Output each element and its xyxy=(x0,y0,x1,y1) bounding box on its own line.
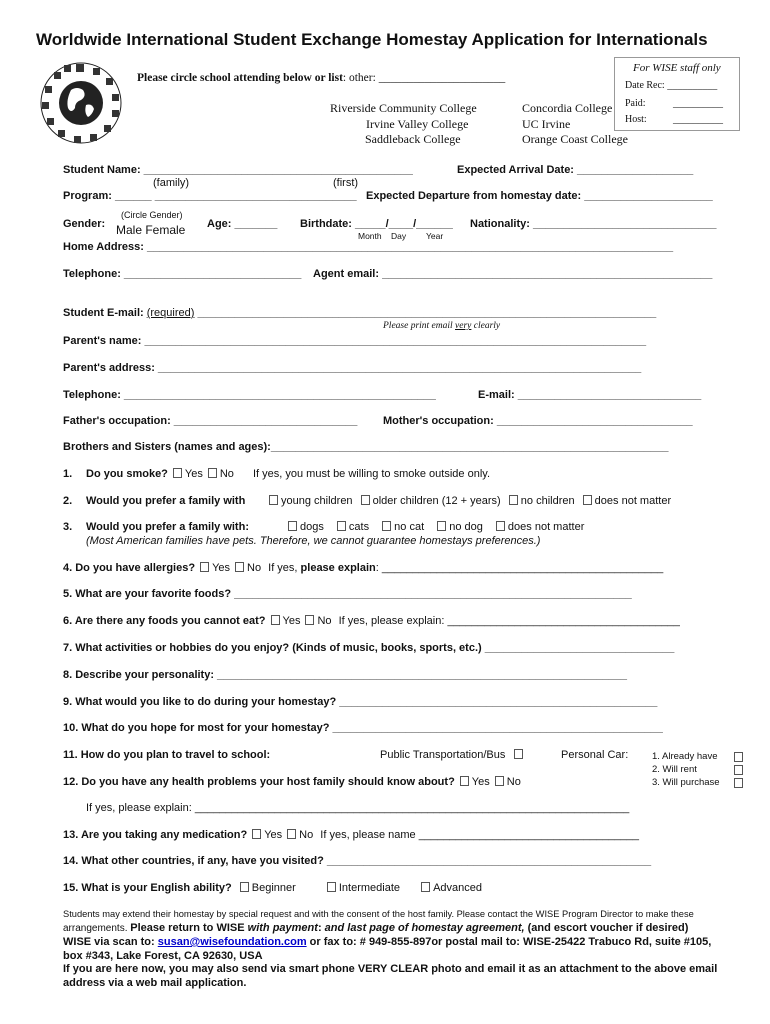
staff-paid-line: __________ xyxy=(673,98,723,109)
footer-line-4: box #343, Lake Forest, CA 92630, USA xyxy=(63,950,263,962)
footer-line-1: Students may extend their homestay by special request and with the consent of the host family. Please contact the WISE Program Director to make these xyxy=(63,909,694,919)
year-label: Year xyxy=(426,231,444,241)
q13-row[interactable] xyxy=(63,829,639,841)
q4-ifyes: If yes, xyxy=(268,562,301,574)
q2-options xyxy=(264,495,671,507)
q12-row[interactable] xyxy=(63,776,521,788)
q3-nocat-checkbox[interactable] xyxy=(382,521,391,531)
q6-yes-checkbox[interactable] xyxy=(271,615,280,625)
parents-email-field[interactable]: E-mail: ______________________________ xyxy=(478,389,702,401)
q12-text: 12. Do you have any health problems your host family should know about? xyxy=(63,776,455,788)
q4-line: : ______________________________________________ xyxy=(375,562,664,574)
q15-intermediate-label: Intermediate xyxy=(338,882,401,894)
student-email-label: Student E-mail: xyxy=(63,307,147,319)
school-prompt-text: Please circle school attending below or list xyxy=(137,72,343,84)
q12-no-label: No xyxy=(506,776,521,788)
q1-yes-checkbox[interactable] xyxy=(173,468,182,478)
footer-colon: : xyxy=(317,922,325,934)
q6-row[interactable] xyxy=(63,615,680,627)
q13-yes-label: Yes xyxy=(264,829,283,841)
q2-text: Would you prefer a family with xyxy=(86,495,246,507)
q3-nodog-checkbox[interactable] xyxy=(437,521,446,531)
nationality-field[interactable]: Nationality: ______________________________ xyxy=(470,218,717,230)
q3-any-label: does not matter xyxy=(507,521,585,533)
parents-telephone-field[interactable]: Telephone: ___________________________________________________ xyxy=(63,389,436,401)
staff-only-box xyxy=(614,57,740,131)
q1-text: Do you smoke? xyxy=(86,468,168,480)
staff-title: For WISE staff only xyxy=(633,62,721,74)
q2-number: 2. xyxy=(63,495,73,507)
q15-row xyxy=(63,882,482,894)
q4-no-checkbox[interactable] xyxy=(235,562,244,572)
q4-text: 4. Do you have allergies? xyxy=(63,562,196,574)
required-note: (required) xyxy=(146,307,195,319)
q11-bus xyxy=(380,749,526,761)
q2-older-label: older children (12 + years) xyxy=(372,495,501,507)
q3-note: (Most American families have pets. Therefore, we cannot guarantee homestays preferences.) xyxy=(86,535,541,547)
q11-have-checkbox[interactable] xyxy=(734,752,743,762)
arrival-date-field[interactable]: Expected Arrival Date: ___________________ xyxy=(457,164,694,176)
q13-yes-checkbox[interactable] xyxy=(252,829,261,839)
print-note-b: clearly xyxy=(471,321,501,331)
q15-beginner-checkbox[interactable] xyxy=(240,882,249,892)
circle-gender-note: (Circle Gender) xyxy=(121,210,183,220)
q11-rent-label: 2. Will rent xyxy=(652,764,697,775)
q11-car-checkboxes xyxy=(729,752,746,791)
q11-car-options xyxy=(652,750,720,789)
footer-line-2 xyxy=(63,922,688,934)
home-address-field[interactable]: Home Address: ______________________________________________________________________________________ xyxy=(63,241,674,253)
school-riverside[interactable]: Riverside Community College xyxy=(330,101,477,115)
school-irvine-valley[interactable]: Irvine Valley College xyxy=(366,117,469,131)
q13-name-field: If yes, please name ____________________________________ xyxy=(320,829,639,841)
footer-payment: with payment xyxy=(247,922,318,934)
student-email-field[interactable] xyxy=(63,307,656,319)
month-label: Month xyxy=(358,231,382,241)
q2-any-checkbox[interactable] xyxy=(583,495,592,505)
q2-young-label: young children xyxy=(281,495,353,507)
footer-line-3 xyxy=(63,936,711,948)
q11-bus-label: Public Transportation/Bus xyxy=(380,749,506,761)
footer-agreement: and last page of homestay agreement, xyxy=(324,922,525,934)
age-field[interactable]: Age: _______ xyxy=(207,218,278,230)
q15-intermediate-checkbox[interactable] xyxy=(327,882,336,892)
q2-any-label: does not matter xyxy=(594,495,672,507)
q12-yes-label: Yes xyxy=(471,776,490,788)
q1-yes-label: Yes xyxy=(184,468,203,480)
q3-text: Would you prefer a family with: xyxy=(86,521,249,533)
school-prompt xyxy=(137,72,505,84)
q13-no-label: No xyxy=(299,829,314,841)
first-label: (first) xyxy=(333,177,359,189)
q15-advanced-checkbox[interactable] xyxy=(421,882,430,892)
wise-logo xyxy=(38,60,124,146)
q10-field[interactable]: 10. What do you hope for most for your homestay? ______________________________________________________ xyxy=(63,722,663,734)
q4-no-label: No xyxy=(247,562,262,574)
fathers-occupation-field[interactable]: Father's occupation: ______________________________ xyxy=(63,415,358,427)
q12-explain-field[interactable]: If yes, please explain: _______________________________________________________________________ xyxy=(86,802,630,814)
q4-yes-label: Yes xyxy=(212,562,231,574)
q6-explain: If yes, please explain: ______________________________________ xyxy=(338,615,680,627)
day-label: Day xyxy=(391,231,407,241)
q5-field[interactable]: 5. What are your favorite foods? _________________________________________________________________ xyxy=(63,588,632,600)
siblings-field[interactable]: Brothers and Sisters (names and ages):_________________________________________________________________ xyxy=(63,441,669,453)
q15-beginner-label: Beginner xyxy=(251,882,296,894)
q6-yes-label: Yes xyxy=(282,615,301,627)
staff-paid: Paid: xyxy=(625,98,646,109)
q6-no-checkbox[interactable] xyxy=(305,615,314,625)
q11-car-label: Personal Car: xyxy=(561,749,629,761)
q4-row[interactable] xyxy=(63,562,663,574)
departure-date-field[interactable]: Expected Departure from homestay date: _____________________ xyxy=(366,190,713,202)
student-name-field[interactable]: Student Name: ____________________________________________ xyxy=(63,164,413,176)
q7-row[interactable] xyxy=(63,642,674,654)
student-email-line: ___________________________________________________________________________ xyxy=(194,307,657,319)
q11-have-label: 1. Already have xyxy=(652,751,718,762)
q6-no-label: No xyxy=(317,615,332,627)
q2-none-checkbox[interactable] xyxy=(509,495,518,505)
footer-return: Please return to WISE xyxy=(130,922,248,934)
q11-text: 11. How do you plan to travel to school: xyxy=(63,749,271,761)
email-link[interactable]: susan@wisefoundation.com xyxy=(157,936,307,948)
print-email-note xyxy=(383,321,500,331)
q3-nodog-label: no dog xyxy=(449,521,483,533)
q3-cats-label: cats xyxy=(348,521,370,533)
footer-arrangements: arrangements. xyxy=(63,923,131,934)
q3-dogs-label: dogs xyxy=(300,521,324,533)
q3-options xyxy=(283,521,584,533)
agent-email-field[interactable]: Agent email: ______________________________________________________ xyxy=(313,268,713,280)
school-orange-coast[interactable]: Orange Coast College xyxy=(522,132,628,146)
school-other-line: : other: ______________________ xyxy=(342,72,506,84)
q1-row xyxy=(86,468,490,480)
q3-nocat-label: no cat xyxy=(394,521,425,533)
gender-options[interactable]: Male Female xyxy=(116,223,186,237)
q7-line: _______________________________ xyxy=(481,642,675,654)
gender-label: Gender: xyxy=(63,218,106,230)
parents-name-field[interactable]: Parent's name: __________________________________________________________________________________ xyxy=(63,335,647,347)
birthdate-field[interactable]: Birthdate: _____/____/______ xyxy=(300,218,453,230)
q1-note: If yes, you must be willing to smoke outside only. xyxy=(252,468,490,480)
q13-no-checkbox[interactable] xyxy=(287,829,296,839)
q3-number: 3. xyxy=(63,521,73,533)
footer-line-5: If you are here now, you may also send via smart phone VERY CLEAR photo and email it as an attachment to the above email xyxy=(63,963,718,975)
q11-purchase-checkbox[interactable] xyxy=(734,778,743,788)
q11-purchase-label: 3. Will purchase xyxy=(652,777,720,788)
q2-none-label: no children xyxy=(520,495,575,507)
q7-text: 7. What activities or hobbies do you enjoy? (Kinds of music, books, sports, etc.) xyxy=(63,642,482,654)
q3-dogs-checkbox[interactable] xyxy=(288,521,297,531)
q1-no-label: No xyxy=(219,468,234,480)
staff-host-line: __________ xyxy=(673,114,723,125)
q14-field[interactable]: 14. What other countries, if any, have you visited? _____________________________________________________ xyxy=(63,855,652,867)
q3-any-checkbox[interactable] xyxy=(496,521,505,531)
telephone-field[interactable]: Telephone: _____________________________ xyxy=(63,268,302,280)
q3-cats-checkbox[interactable] xyxy=(337,521,346,531)
footer-line-6: address via a web mail application. xyxy=(63,977,247,989)
q11-rent-checkbox[interactable] xyxy=(734,765,743,775)
footer-scan: WISE via scan to: xyxy=(63,936,158,948)
school-uc-irvine[interactable]: UC Irvine xyxy=(522,117,571,131)
q2-young-checkbox[interactable] xyxy=(269,495,278,505)
staff-host: Host: xyxy=(625,114,647,125)
q13-text: 13. Are you taking any medication? xyxy=(63,829,248,841)
staff-date: Date Rec: __________ xyxy=(625,80,718,91)
q2-older-checkbox[interactable] xyxy=(361,495,370,505)
q12-no-checkbox[interactable] xyxy=(495,776,504,786)
q12-yes-checkbox[interactable] xyxy=(460,776,469,786)
school-concordia[interactable]: Concordia College xyxy=(522,101,613,115)
family-label: (family) xyxy=(153,177,190,189)
q15-text: 15. What is your English ability? xyxy=(63,882,232,894)
globe-icon xyxy=(38,60,124,146)
school-saddleback[interactable]: Saddleback College xyxy=(365,132,461,146)
q1-no-checkbox[interactable] xyxy=(208,468,217,478)
print-note-a: Please print email xyxy=(383,321,456,331)
q15-advanced-label: Advanced xyxy=(433,882,483,894)
mothers-occupation-field[interactable]: Mother's occupation: ________________________________ xyxy=(383,415,693,427)
q11-bus-checkbox[interactable] xyxy=(514,749,523,759)
footer-escort: (and escort voucher if desired) xyxy=(524,922,689,934)
q4-explain: please explain xyxy=(300,562,376,574)
program-field[interactable]: Program: ______ _________________________________ xyxy=(63,190,357,202)
footer-fax: or fax to: # 949-855-897or postal mail to: WISE-25422 Trabuco Rd, suite #105, xyxy=(306,936,712,948)
q1-number: 1. xyxy=(63,468,73,480)
page-title: Worldwide International Student Exchange Homestay Application for Internationals xyxy=(36,30,708,49)
q9-field[interactable]: 9. What would you like to do during your homestay? ____________________________________________________ xyxy=(63,696,658,708)
q4-yes-checkbox[interactable] xyxy=(200,562,209,572)
q6-text: 6. Are there any foods you cannot eat? xyxy=(63,615,266,627)
q8-field[interactable]: 8. Describe your personality: ___________________________________________________________________ xyxy=(63,669,627,681)
print-note-very: very xyxy=(455,321,472,331)
parents-address-field[interactable]: Parent's address: _______________________________________________________________________________ xyxy=(63,362,642,374)
